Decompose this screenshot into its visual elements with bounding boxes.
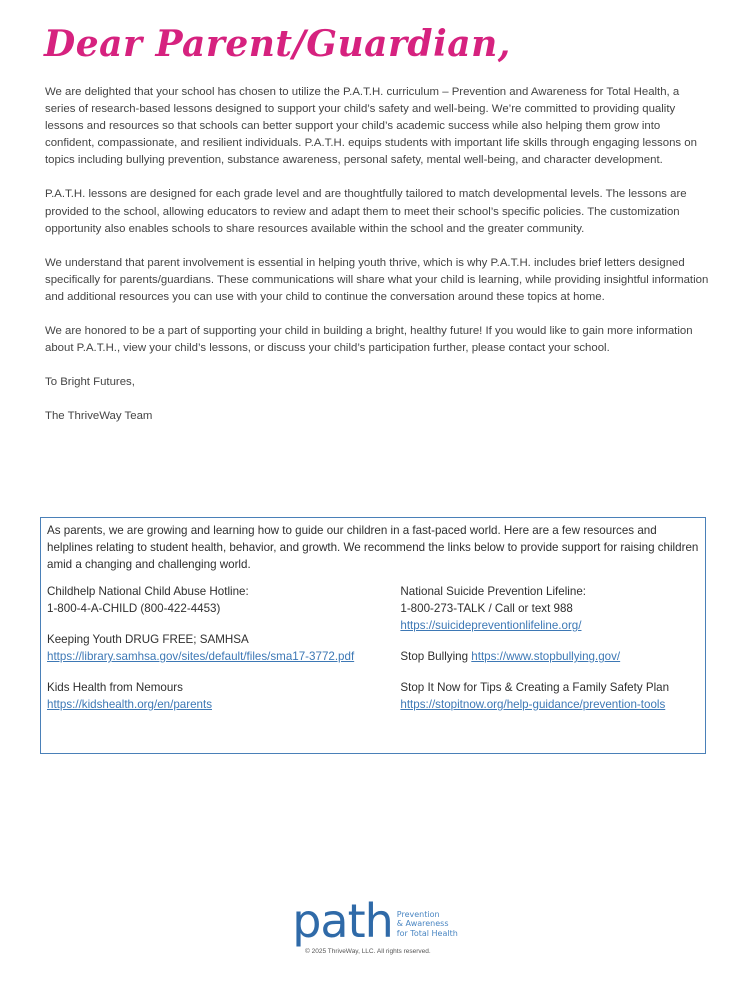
letter-paragraph: We are honored to be a part of supporting your child in building a bright, healthy future! If you would like to gain more information about P.A.T.H., view your child’s lessons, or discuss your child’s participation further, please contact your school. [45, 325, 693, 355]
resources-left-column [47, 583, 400, 727]
resource-suicide-lifeline [400, 583, 699, 634]
resource-kidshealth [47, 679, 400, 713]
copyright-notice: © 2025 ThriveWay, LLC. All rights reserved. [305, 948, 431, 955]
letter-paragraph: We are delighted that your school has chosen to utilize the P.A.T.H. curriculum – Prevention and Awareness for Total Health, a series of research-based lessons designed to support your child’s safety and well-being. We’re committed to providing quality lessons and resources so that schools can better support your child’s academic success while also helping them grow into confident, compassionate, and resilient individuals. P.A.T.H. equips students with important life skills through engaging lessons on topics including bullying prevention, substance awareness, personal safety, mental well-being, and character development. [45, 86, 697, 167]
resource-title: Kids Health from Nemours [47, 681, 183, 694]
resource-title: Keeping Youth DRUG FREE; SAMHSA [47, 633, 249, 646]
logo-tagline [397, 910, 458, 945]
closing-line: To Bright Futures, [45, 376, 135, 389]
resource-link-suicide-lifeline[interactable]: https://suicidepreventionlifeline.org/ [400, 619, 582, 632]
logo-wordmark: path [292, 894, 393, 948]
logo-tagline-line: & Awareness [396, 919, 449, 928]
resources-right-column [400, 583, 699, 727]
path-logo [292, 894, 458, 948]
resource-stop-bullying [400, 648, 699, 665]
logo-tagline-line: for Total Health [396, 928, 458, 938]
resource-samhsa [47, 631, 400, 665]
letter-paragraph: P.A.T.H. lessons are designed for each grade level and are thoughtfully tailored to match developmental levels. The lessons are provided to the school, allowing educators to review and adapt them to meet their school’s specific policies. The customization opportunity also enables schools to share resources available within the school and the greater community. [45, 188, 687, 235]
signoff [45, 374, 710, 425]
resources-box [40, 517, 706, 754]
resource-title: National Suicide Prevention Lifeline: [400, 585, 586, 598]
resource-title: Childhelp National Child Abuse Hotline: [47, 585, 249, 598]
resources-intro: As parents, we are growing and learning how to guide our children in a fast-paced world. Here are a few resources and helplines relating to student health, behavior, and growth. We recommend the links below to provide support for raising children amid a changing and challenging world. [47, 524, 699, 571]
resources-columns [47, 583, 699, 727]
resource-stop-it-now [400, 679, 699, 713]
signature: The ThriveWay Team [45, 410, 153, 423]
resource-link-samhsa[interactable]: https://library.samhsa.gov/sites/default/files/sma17-3772.pdf [47, 650, 355, 663]
letter-greeting: Dear Parent/Guardian, [44, 23, 511, 65]
resource-link-kidshealth[interactable]: https://kidshealth.org/en/parents [47, 698, 212, 711]
resource-phone: 1-800-273-TALK / Call or text 988 [400, 602, 573, 615]
letter-body [45, 84, 710, 442]
footer [0, 894, 750, 955]
resource-title: Stop Bullying [400, 650, 469, 663]
letter-paragraph: We understand that parent involvement is essential in helping youth thrive, which is why P.A.T.H. includes brief letters designed specifically for parents/guardians. These communications will share what your child is learning, while providing insightful information and additional resources you can use with your child to continue the conversation around these topics at home. [45, 256, 709, 303]
resource-childhelp [47, 583, 400, 617]
resource-link-stopitnow[interactable]: https://stopitnow.org/help-guidance/prevention-tools [400, 698, 666, 711]
resource-title: Stop It Now for Tips & Creating a Family Safety Plan [400, 681, 670, 694]
logo-tagline-line: Prevention [396, 909, 440, 919]
resource-phone: 1-800-4-A-CHILD (800-422-4453) [47, 602, 221, 615]
resource-link-stopbullying[interactable]: https://www.stopbullying.gov/ [471, 650, 621, 663]
